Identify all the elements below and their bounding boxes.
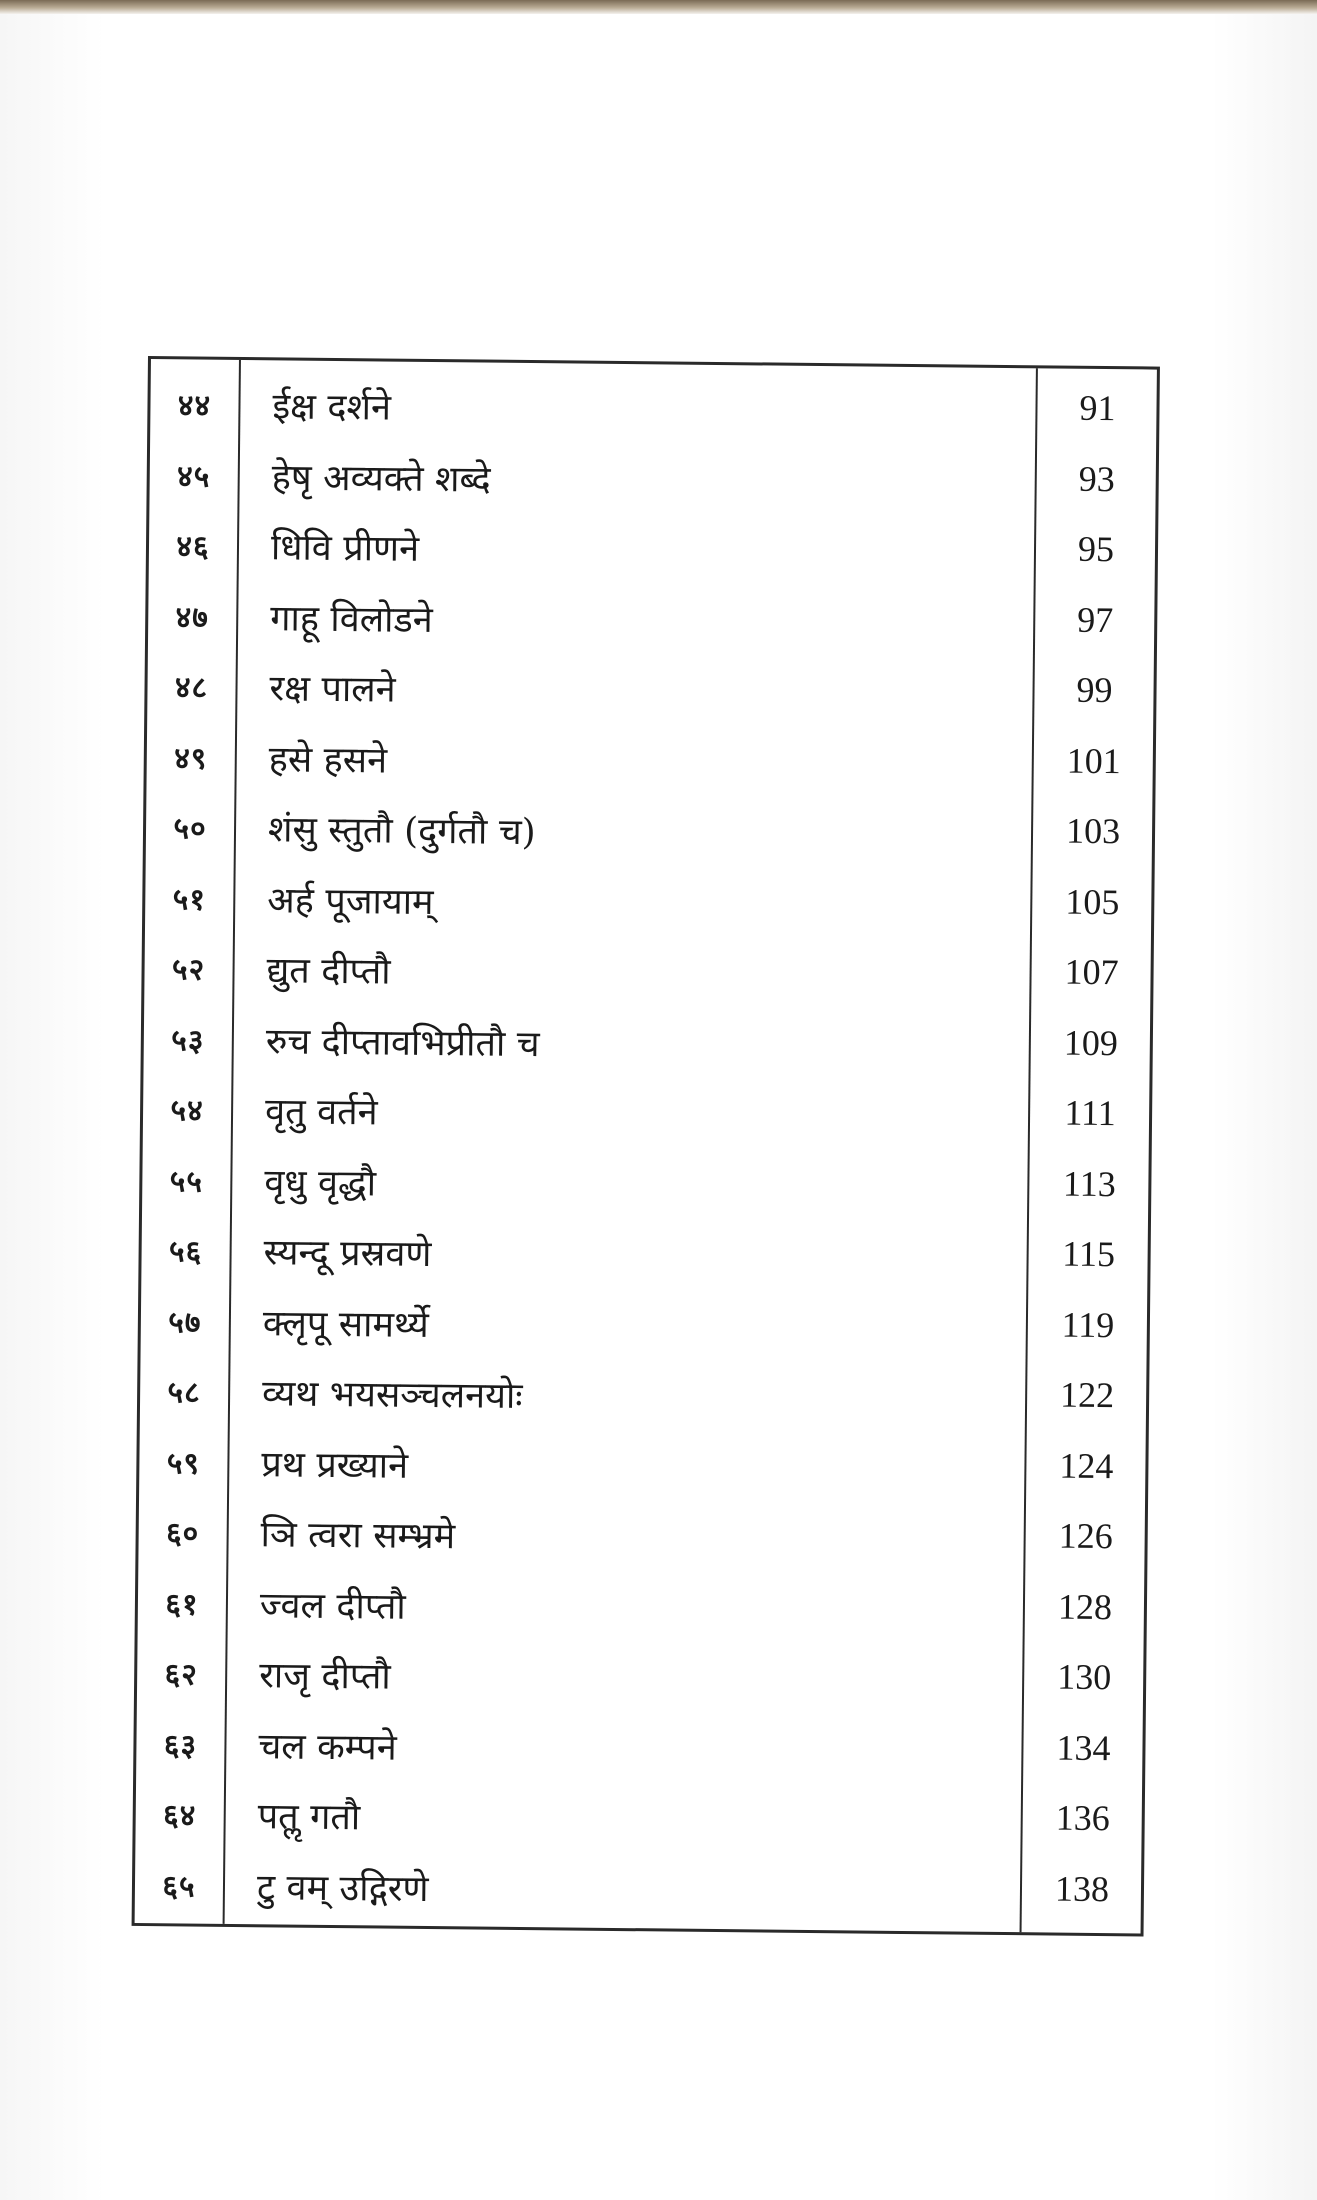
row-page-number: 136 xyxy=(1055,1797,1110,1839)
row-title: व्यथ भयसञ्चलनयोः xyxy=(261,1373,523,1417)
row-title: हसे हसने xyxy=(268,738,388,782)
row-number: ६१ xyxy=(165,1586,199,1623)
row-title: शंसु स्तुतौ (दुर्गतौ च) xyxy=(267,809,536,854)
page-top-edge-shadow xyxy=(0,0,1317,14)
row-page-number: 91 xyxy=(1079,387,1116,429)
row-title: राजृ दीप्तौ xyxy=(258,1655,391,1698)
table-row xyxy=(138,1493,1145,1574)
row-number: ६५ xyxy=(162,1868,196,1905)
row-page-number: 115 xyxy=(1062,1233,1116,1275)
row-page-number: 95 xyxy=(1077,528,1115,570)
row-number: ५९ xyxy=(166,1445,201,1482)
row-number: ५५ xyxy=(169,1163,204,1200)
row-page-number: 99 xyxy=(1076,669,1113,711)
row-page-number: 103 xyxy=(1065,810,1121,852)
row-number: ६३ xyxy=(163,1727,198,1764)
row-number: ५३ xyxy=(171,1022,205,1059)
table-row xyxy=(139,1422,1146,1503)
table-row xyxy=(141,1281,1148,1362)
table-row xyxy=(146,788,1153,869)
row-number: ५२ xyxy=(171,952,206,988)
row-number: ५६ xyxy=(168,1234,203,1270)
row-page-number: 101 xyxy=(1066,740,1122,781)
table-row xyxy=(144,999,1151,1080)
row-title: चल कम्पने xyxy=(258,1725,397,1769)
row-page-number: 93 xyxy=(1078,458,1115,499)
row-title: स्यन्दू प्रस्रवणे xyxy=(263,1232,432,1276)
row-title: रक्ष पालने xyxy=(269,668,396,711)
row-page-number: 113 xyxy=(1062,1163,1116,1204)
row-page-number: 124 xyxy=(1059,1445,1114,1486)
table-row xyxy=(147,647,1154,728)
row-number: ५१ xyxy=(172,881,207,918)
table-of-contents xyxy=(132,356,1160,1937)
row-page-number: 130 xyxy=(1057,1656,1112,1698)
row-title: टु वम् उद्गिरणे xyxy=(256,1866,429,1910)
row-title: ईक्ष दर्शने xyxy=(272,386,392,429)
table-row xyxy=(145,859,1152,940)
row-number: ४९ xyxy=(173,740,208,777)
row-page-number: 97 xyxy=(1077,599,1114,640)
row-page-number: 134 xyxy=(1056,1727,1111,1768)
table-row xyxy=(149,506,1156,587)
row-number: ६२ xyxy=(164,1657,198,1693)
row-title: धिवि प्रीणने xyxy=(270,527,420,570)
row-number: ६० xyxy=(165,1516,200,1552)
row-title: वृधु वृद्धौ xyxy=(264,1161,377,1204)
row-title: पतॢ गतौ xyxy=(257,1796,361,1839)
row-number: ५० xyxy=(173,811,207,847)
row-title: गाहू विलोडने xyxy=(270,597,433,641)
row-title: हेषृ अव्यक्ते शब्दे xyxy=(271,456,491,501)
row-title: रुच दीप्तावभिप्रीतौ च xyxy=(265,1020,540,1065)
row-page-number: 109 xyxy=(1063,1022,1119,1063)
row-title: द्युत दीप्तौ xyxy=(266,950,391,993)
row-title: क्लृपू सामर्थ्ये xyxy=(262,1302,429,1346)
row-number: ५७ xyxy=(168,1304,202,1341)
row-title: प्रथ प्रख्याने xyxy=(261,1443,409,1487)
row-page-number: 105 xyxy=(1065,881,1120,922)
row-page-number: 138 xyxy=(1054,1868,1110,1909)
table-row xyxy=(150,365,1157,446)
row-number: ४६ xyxy=(176,529,210,565)
table-row xyxy=(140,1352,1147,1433)
row-title: ज्वल दीप्तौ xyxy=(259,1584,406,1628)
row-page-number: 107 xyxy=(1064,951,1119,993)
row-page-number: 128 xyxy=(1057,1586,1113,1627)
row-page-number: 119 xyxy=(1061,1304,1115,1345)
row-number: ६४ xyxy=(162,1798,197,1834)
row-title: अर्ह पूजायाम् xyxy=(267,879,434,923)
table-row xyxy=(143,1070,1150,1151)
table-row xyxy=(142,1140,1149,1221)
row-title: वृतु वर्तने xyxy=(264,1091,378,1134)
row-number: ५८ xyxy=(167,1375,201,1411)
row-number: ४५ xyxy=(176,458,211,495)
table-row xyxy=(141,1211,1148,1292)
row-page-number: 126 xyxy=(1058,1515,1113,1557)
row-page-number: 122 xyxy=(1059,1374,1115,1416)
table-row xyxy=(144,929,1151,1010)
row-number: ५४ xyxy=(170,1093,204,1129)
table-row xyxy=(135,1845,1142,1926)
row-number: ४४ xyxy=(177,388,212,424)
table-row xyxy=(149,436,1156,517)
table-row xyxy=(146,718,1153,799)
row-number: ४७ xyxy=(175,599,210,636)
table-row xyxy=(136,1704,1143,1785)
table-row xyxy=(135,1775,1142,1856)
table-row xyxy=(138,1563,1145,1644)
row-title: ञि त्वरा सम्भ्रमे xyxy=(260,1514,456,1558)
row-number: ४८ xyxy=(174,670,209,706)
row-page-number: 111 xyxy=(1064,1092,1116,1134)
table-row xyxy=(148,577,1155,658)
table-row xyxy=(137,1634,1144,1715)
